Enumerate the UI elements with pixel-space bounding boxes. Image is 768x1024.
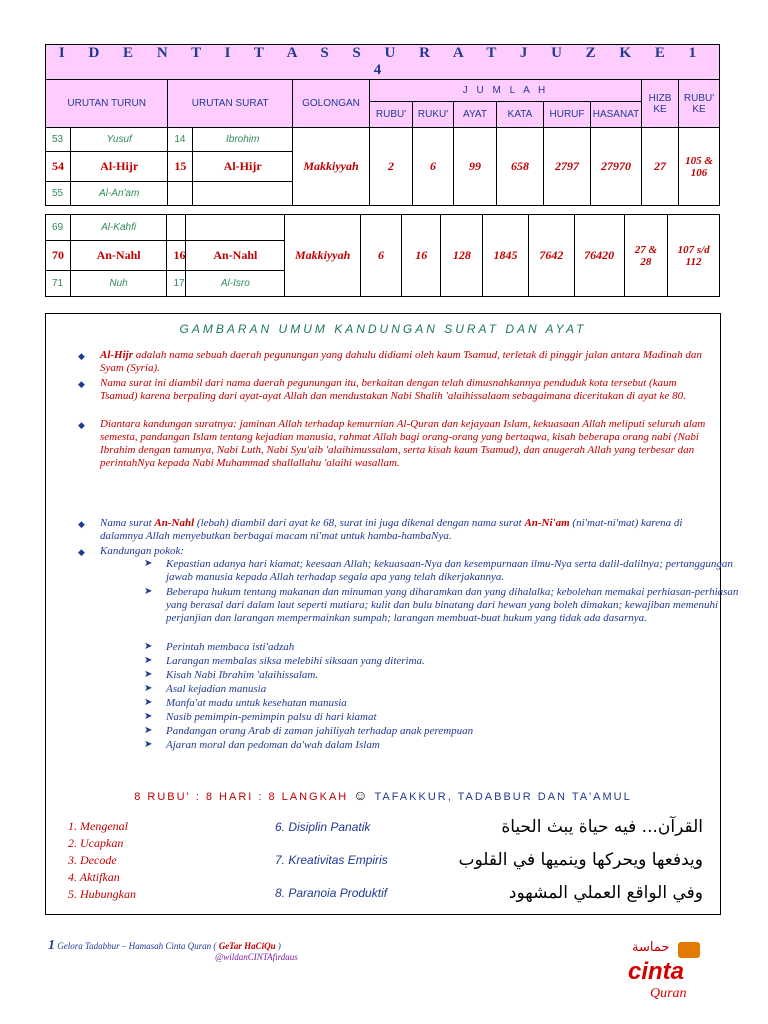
turun-no: 55 xyxy=(46,182,71,206)
header-golongan: GOLONGAN xyxy=(293,80,370,128)
table-title: I D E N T I T A S S U R A T J U Z K E 1 4 xyxy=(46,45,720,80)
identitas-table-2 xyxy=(45,214,720,297)
empty-cell xyxy=(168,182,193,206)
step-item: 6. Disiplin Panatik xyxy=(275,820,371,834)
ruku-value: 16 xyxy=(402,215,441,297)
empty-cell xyxy=(167,215,186,241)
ayat-value: 99 xyxy=(454,128,497,206)
list-item: Larangan membalas siksa melebihi siksaan yang diterima. xyxy=(166,655,425,667)
surat-no: 14 xyxy=(168,128,193,152)
step-item: 3. Decode xyxy=(68,853,117,867)
arabic-line: القرآن... فيه حياة يبث الحياة xyxy=(501,817,703,837)
arrow-icon: ➤ xyxy=(144,739,153,750)
paragraph-4 xyxy=(100,517,715,543)
cinta-quran-logo xyxy=(628,940,708,1010)
bullet-icon: ◆ xyxy=(78,547,85,557)
kata-value: 1845 xyxy=(483,215,529,297)
paragraph-3: Diantara kandungan suratnya: jaminan Allah terhadap kemurnian Al-Quran dan kejayaan Islam, kekuasaan Allah meliputi seluruh alam semesta, pandangan Islam tentang kejadian manusia, rahmat Allah bagi orang-orang yang bertaqwa, kisah beberapa orang nabi (Nabi Ibrahim dengan tamunya, Nabi Luth, Nabi Syu'aib 'alaihimussalam, serta kisah kaum Tsamud), dan anugerah Allah yang terbesar dan perintahNya kepada Nabi Muhammad shallallahu 'alaihi wasallam. xyxy=(100,418,706,469)
surat-no: 17 xyxy=(167,271,186,297)
gambaran-title: GAMBARAN UMUM KANDUNGAN SURAT DAN AYAT xyxy=(179,322,587,336)
arabic-quote xyxy=(441,811,703,910)
surat-no: 15 xyxy=(168,152,193,182)
hizb-value: 27 & 28 xyxy=(624,215,668,297)
arrow-icon: ➤ xyxy=(144,669,153,680)
turun-name: Yusuf xyxy=(71,128,168,152)
hasanat-value: 76420 xyxy=(574,215,624,297)
header-kata: KATA xyxy=(497,102,544,128)
huruf-value: 7642 xyxy=(528,215,574,297)
arrow-icon: ➤ xyxy=(144,655,153,666)
header-ayat: AYAT xyxy=(454,102,497,128)
list-item: Asal kejadian manusia xyxy=(166,683,267,695)
logo-top: حماسة xyxy=(632,940,670,955)
surat-no: 16 xyxy=(167,241,186,271)
header-urutan-surat: URUTAN SURAT xyxy=(168,80,293,128)
smile-icon: ☺ xyxy=(353,787,370,803)
header-jumlah: J U M L A H xyxy=(370,80,642,102)
list-item: Perintah membaca isti'adzah xyxy=(166,641,295,653)
list-item: Beberapa hukum tentang makanan dan minuman yang diharamkan dan yang dihalalka; kebolehan memakai perhiasan-perhiasan yang berasal dari dalam laut seperti mutiara; kulit dan bulu binatang dari hewan yang boleh dimakan; kewajiban memenuhi perjanjian dan larangan mempermainkan sumpah; larangan membuat-buat hukum yang tidak ada dasarnya. xyxy=(166,586,739,624)
header-rubu: RUBU' xyxy=(370,102,413,128)
step-item: 5. Hubungkan xyxy=(68,887,136,901)
step-item: 8. Paranoia Produktif xyxy=(275,886,388,900)
list-item: Ajaran moral dan pedoman da'wah dalam Islam xyxy=(166,739,380,751)
bullet-icon: ◆ xyxy=(78,519,85,529)
arrow-icon: ➤ xyxy=(144,641,153,652)
arrow-icon: ➤ xyxy=(144,586,153,597)
arrow-icon: ➤ xyxy=(144,725,153,736)
surat-name: An-Nahl xyxy=(186,241,285,271)
surah-alt-name: An-Ni'am xyxy=(524,517,570,529)
surat-name: Al-Hijr xyxy=(193,152,293,182)
logo-mid: cinta xyxy=(628,958,685,985)
header-urutan-turun: URUTAN TURUN xyxy=(46,80,168,128)
turun-no: 69 xyxy=(46,215,71,241)
rubu-right: TAFAKKUR, TADABBUR DAN TA'AMUL xyxy=(374,791,632,803)
arrow-icon: ➤ xyxy=(144,711,153,722)
turun-no: 70 xyxy=(46,241,71,271)
list-item: Pandangan orang Arab di zaman jahiliyah terhadap anak perempuan xyxy=(166,725,474,737)
step-item: 7. Kreativitas Empiris xyxy=(275,853,388,867)
golongan-value: Makkiyyah xyxy=(285,215,361,297)
header-hizb: HIZB KE xyxy=(642,80,679,128)
list-item: Kisah Nabi Ibrahim 'alaihissalam. xyxy=(166,669,319,681)
turun-name: Nuh xyxy=(70,271,167,297)
header-rubu-ke: RUBU' KE xyxy=(679,80,720,128)
table-row xyxy=(46,215,720,241)
turun-name: An-Nahl xyxy=(70,241,167,271)
arabic-line: وفي الواقع العملي المشهود xyxy=(508,883,703,903)
header-ruku: RUKU' xyxy=(413,102,454,128)
footer-text: Gelora Tadabbur – Hamasah Cinta Quran ( xyxy=(57,941,219,951)
gambaran-box xyxy=(45,313,739,915)
surat-name: Ibrohim xyxy=(193,128,293,152)
rubu-value: 6 xyxy=(361,215,402,297)
turun-no: 54 xyxy=(46,152,71,182)
table-row xyxy=(46,128,720,152)
bullet-icon: ◆ xyxy=(78,351,85,361)
rubu-line xyxy=(46,787,720,803)
paragraph-2: Nama surat ini diambil dari nama daerah pegunungan itu, berkaitan dengan telah dimusnahkannya penduduk kota tersebut (kaum Tsamud) karena berpaling dari ayat-ayat Allah dan mendustakan Nabi Shalih 'alaihissalaam sebagaimana diceritakan di ayat ke 80. xyxy=(100,377,686,402)
list-item: Manfa'at madu untuk kesehatan manusia xyxy=(166,697,347,709)
ayat-value: 128 xyxy=(441,215,483,297)
paragraph-text: (lebah) diambil dari ayat ke 68, surat ini juga dikenal dengan nama surat xyxy=(194,517,525,529)
rubu-ke-value: 107 s/d 112 xyxy=(668,215,720,297)
paragraph-text: (ni'mat-ni'mat) karena di dalamnya Allah menyebutkan berbagai macam ni'mat untuk hamba-hambaNya. xyxy=(100,517,683,542)
arrow-icon: ➤ xyxy=(144,683,153,694)
step-item: 1. Mengenal xyxy=(68,819,128,833)
steps-left-list xyxy=(68,818,136,903)
surah-name: Al-Hijr xyxy=(100,349,134,361)
footer-text-end: ) xyxy=(275,941,281,951)
step-item: 4. Aktifkan xyxy=(68,870,120,884)
paragraph-text: Nama surat xyxy=(100,517,155,529)
header-huruf: HURUF xyxy=(544,102,591,128)
bullet-icon: ◆ xyxy=(78,379,85,389)
turun-no: 53 xyxy=(46,128,71,152)
page-number: 1 xyxy=(48,938,55,953)
paragraph-1 xyxy=(100,349,715,375)
empty-cell xyxy=(186,215,285,241)
paragraph-5: Kandungan pokok: xyxy=(100,545,185,557)
rubu-value: 2 xyxy=(370,128,413,206)
steps-mid-list xyxy=(275,811,388,910)
footer-brand: GeTar HaCiQu xyxy=(218,941,276,951)
arabic-line: ويدفعها ويحركها وينميها في القلوب xyxy=(458,850,703,870)
rubu-left: 8 RUBU' : 8 HARI : 8 LANGKAH xyxy=(134,791,349,803)
logo-bottom: Quran xyxy=(650,986,687,1001)
header-hasanat: HASANAT xyxy=(591,102,642,128)
turun-name: Al-Kahfi xyxy=(70,215,167,241)
list-item: Kepastian adanya hari kiamat; keesaan Allah; kekuasaan-Nya dan kesempurnaan ilmu-Nya serta dalil-dalilnya; pertanggungan jawab manusia kepada Allah terhadap segala apa yang telah dikerjakannya. xyxy=(166,558,733,583)
book-icon xyxy=(678,942,700,958)
turun-name: Al-Hijr xyxy=(71,152,168,182)
huruf-value: 2797 xyxy=(544,128,591,206)
hasanat-value: 27970 xyxy=(591,128,642,206)
identitas-table-1 xyxy=(45,44,720,206)
paragraph-text: adalah nama sebuah daerah pegunungan yang dahulu didiami oleh kaum Tsamud, terletak di pinggir jalan antara Madinah dan Syam (Syria). xyxy=(100,349,702,374)
ruku-value: 6 xyxy=(413,128,454,206)
golongan-value: Makkiyyah xyxy=(293,128,370,206)
hizb-value: 27 xyxy=(642,128,679,206)
turun-name: Al-An'am xyxy=(71,182,168,206)
kata-value: 658 xyxy=(497,128,544,206)
step-item: 2. Ucapkan xyxy=(68,836,124,850)
surah-name: An-Nahl xyxy=(154,517,195,529)
footer-handle: @wildanCINTAfirdaus xyxy=(215,952,298,962)
empty-cell xyxy=(193,182,293,206)
rubu-ke-value: 105 & 106 xyxy=(679,128,720,206)
turun-no: 71 xyxy=(46,271,71,297)
surat-name: Al-Isro xyxy=(186,271,285,297)
list-item: Nasib pemimpin-pemimpin palsu di hari kiamat xyxy=(166,711,377,723)
bullet-icon: ◆ xyxy=(78,420,85,430)
arrow-icon: ➤ xyxy=(144,558,153,569)
arrow-icon: ➤ xyxy=(144,697,153,708)
